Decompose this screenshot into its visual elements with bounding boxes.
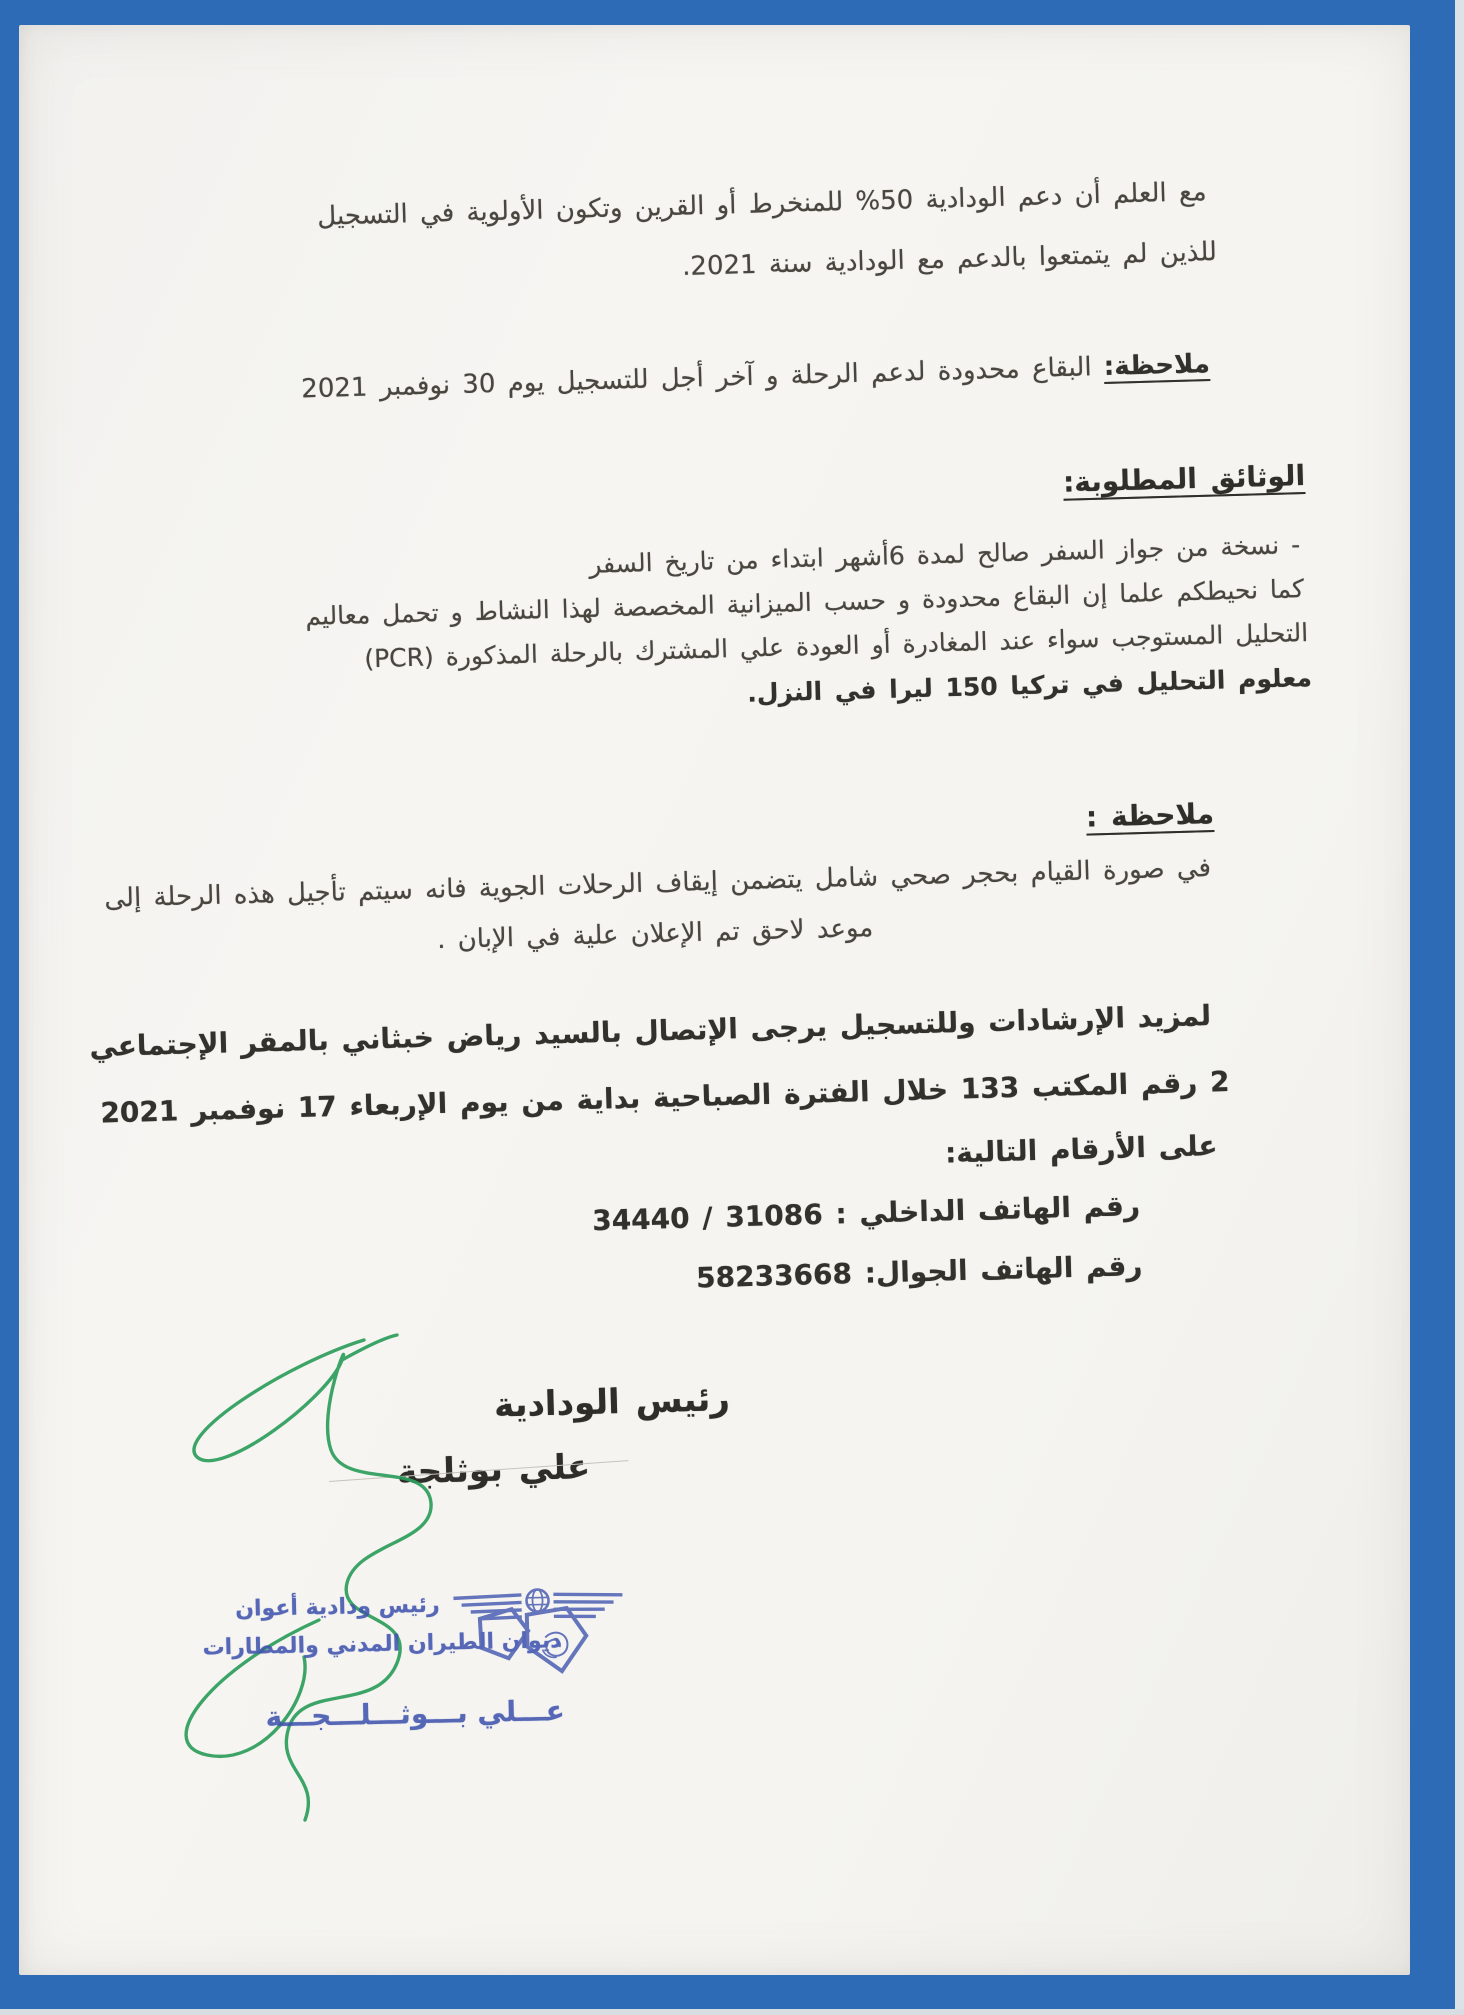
docs-line4-fee: معلوم التحليل في تركيا 150 ليرا في النزل.: [746, 663, 1313, 708]
contact-line5-mobile-phone: رقم الهاتف الجوال: 58233668: [695, 1249, 1143, 1295]
contact-line2: 2 رقم المكتب 133 خلال الفترة الصباحية بداية من يوم الإربعاء 17 نوفمبر 2021: [99, 1065, 1230, 1130]
aviation-wings-emblem-icon: [449, 1586, 629, 1694]
official-stamp: [202, 1581, 641, 1765]
para1-line2: للذين لم يتمتعوا بالدعم مع الودادية سنة 2021.: [681, 237, 1218, 282]
stamp-line2: ديوان الطيران المدني والمطارات: [202, 1628, 562, 1661]
docs-line2: كما نحيطكم علما إن البقاع محدودة و حسب الميزانية المخصصة لهذا النشاط و تحمل معاليم: [305, 574, 1305, 631]
para2-line2: موعد لاحق تم الإعلان علية في الإبان .: [436, 913, 874, 956]
note1-text: البقاع محدودة لدعم الرحلة و آخر أجل للتسجيل يوم 30 نوفمبر 2021: [301, 351, 1105, 405]
stamp-name: عـــلي بـــوثـــلـــجـــة: [265, 1694, 566, 1734]
para2-line1: في صورة القيام بحجر صحي شامل يتضمن إيقاف الرحلات الجوية فانه سيتم تأجيل هذه الرحلة إلى: [104, 853, 1212, 914]
contact-line4-internal-phone: رقم الهاتف الداخلي : 31086 / 34440: [591, 1189, 1141, 1238]
note2-heading: ملاحظة :: [1085, 797, 1215, 834]
document-page: [19, 25, 1410, 1975]
scan-edge-right: [1455, 0, 1464, 2015]
docs-line3: التحليل المستوجب سواء عند المغادرة أو العودة علي المشترك بالرحلة المذكورة (PCR): [363, 618, 1309, 674]
para1-line1: مع العلم أن دعم الودادية 50% للمنخرط أو القرين وتكون الأولوية في التسجيل: [317, 177, 1208, 232]
contact-line3: على الأرقام التالية:: [944, 1129, 1218, 1170]
docs-heading: الوثائق المطلوبة:: [1062, 459, 1306, 499]
signature-title: رئيس الودادية: [493, 1379, 731, 1426]
docs-line1: - نسخة من جواز السفر صالح لمدة 6أشهر ابتداء من تاريخ السفر: [588, 530, 1301, 579]
stamp-line1: رئيس ودادية أعوان: [234, 1592, 440, 1622]
signature-name: علي بوثلجة: [396, 1447, 591, 1493]
contact-line1: لمزيد الإرشادات وللتسجيل يرجى الإتصال بالسيد رياض خبثاني بالمقر الإجتماعي: [88, 999, 1212, 1064]
note1-line: [301, 347, 1211, 407]
scan-edge-bottom: [0, 2009, 1464, 2015]
note1-label: ملاحظة:: [1103, 349, 1211, 382]
